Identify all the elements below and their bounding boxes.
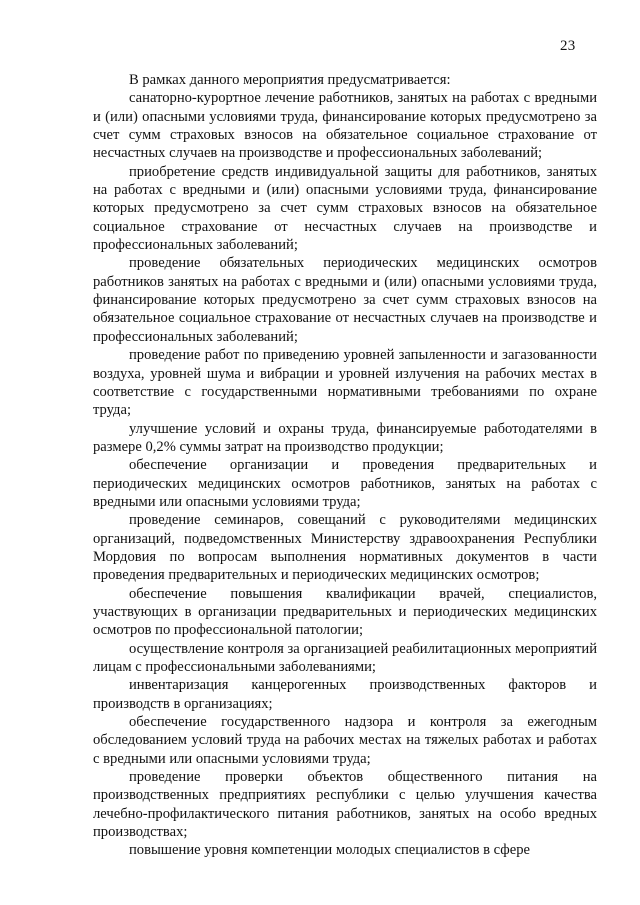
page-number: 23 — [560, 38, 576, 54]
paragraph-sanatorium-treatment: санаторно-курортное лечение работников, занятых на работах с вредными и (или) опасными условиями труда, финансирование которых предусмотрено за счет сумм страховых взносов на обязательное социальное страхование от несчастных случаев на производстве и профессиональных заболеваний; — [93, 90, 597, 162]
paragraph-examination-organization: обеспечение организации и проведения предварительных и периодических медицинских осмотров работников, занятых на работах с вредными или опасными условиями труда; — [93, 457, 597, 510]
paragraph-young-specialists: повышение уровня компетенции молодых специалистов в сфере — [129, 842, 531, 859]
paragraph-protective-equipment: приобретение средств индивидуальной защиты для работников, занятых на работах с вредными и (или) опасными условиями труда, финансирование которых предусмотрено за счет сумм страховых взносов на обязательное социальное страхование от несчастных случаев на производстве и профессиональных заболеваний; — [93, 163, 597, 254]
paragraph-seminars: проведение семинаров, совещаний с руководителями медицинских организаций, подведомственных Министерству здравоохранения Республики Мордовия по вопросам выполнения нормативных документов в части проведения предварительных и периодических медицинских осмотров; — [93, 512, 597, 584]
paragraph-carcinogen-inventory: инвентаризация канцерогенных производственных факторов и производств в организациях; — [93, 677, 597, 712]
paragraph-state-supervision: обеспечение государственного надзора и контроля за ежегодным обследованием условий труда на рабочих местах на тяжелых работах и работах с вредными или опасными условиями труда; — [93, 714, 597, 767]
paragraph-catering-inspection: проведение проверки объектов общественного питания на производственных предприятиях республики с целью улучшения качества лечебно-профилактического питания работников, занятых на особо вредных производствах; — [93, 769, 597, 841]
paragraph-medical-examinations: проведение обязательных периодических медицинских осмотров работников занятых на работах с вредными и (или) опасными условиями труда, финансирование которых предусмотрено за счет сумм страховых взносов на обязательное социальное страхование от несчастных случаев на производстве и профессиональных заболеваний; — [93, 255, 597, 345]
paragraph-workplace-levels: проведение работ по приведению уровней запыленности и загазованности воздуха, уровней шума и вибрации и уровней излучения на рабочих местах в соответствие с государственными нормативными требованиями по охране труда; — [93, 347, 597, 419]
paragraph-qualification: обеспечение повышения квалификации врачей, специалистов, участвующих в организации предварительных и периодических медицинских осмотров по профессиональной патологии; — [93, 585, 597, 639]
document-body — [93, 71, 597, 860]
paragraph-rehabilitation-control: осуществление контроля за организацией реабилитационных мероприятий лицам с профессиональными заболеваниями; — [93, 640, 597, 675]
paragraph-labor-conditions: улучшение условий и охраны труда, финансируемые работодателями в размере 0,2% суммы затрат на производство продукции; — [93, 420, 597, 455]
paragraph-intro: В рамках данного мероприятия предусматривается: — [129, 72, 451, 88]
